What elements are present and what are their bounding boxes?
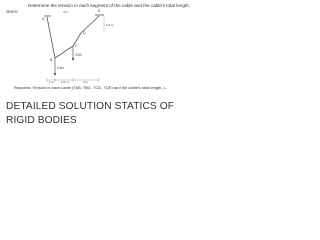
- cable-segment-ab: [47, 17, 55, 58]
- dim-label-span-3: 3 m: [83, 80, 89, 84]
- headline: DETAILED SOLUTION STATICS OF RIGID BODIES: [6, 101, 175, 126]
- point-label-a: A: [42, 17, 45, 21]
- dim-label-top-gap: 4 m: [63, 10, 69, 14]
- load-arrowhead-b: [54, 73, 57, 76]
- point-label-c: C: [75, 44, 78, 48]
- point-label-b: B: [50, 58, 53, 62]
- cable-diagram: [0, 0, 200, 110]
- cable-segment-bc: [55, 46, 73, 58]
- load-arrowhead-c: [72, 58, 75, 61]
- point-label-d: D: [83, 31, 86, 35]
- load-label-b: 4 kN: [57, 66, 64, 70]
- dim-label-right-height: 1.6 m: [106, 23, 114, 27]
- given-label: Given:: [6, 9, 19, 14]
- load-label-c: 3 kN: [75, 53, 82, 57]
- problem-title: Determine the tension in each segment of the cable and the cable's total length.: [28, 3, 191, 8]
- dim-label-span-2: 1.5 m: [61, 80, 69, 84]
- required-text: Required: Tension in each cable (TAB, TBC, TCD, TDE) and the cable's total length, L.: [14, 85, 167, 90]
- point-label-e: E: [98, 9, 101, 13]
- dim-label-span-1: 1 m: [49, 80, 55, 84]
